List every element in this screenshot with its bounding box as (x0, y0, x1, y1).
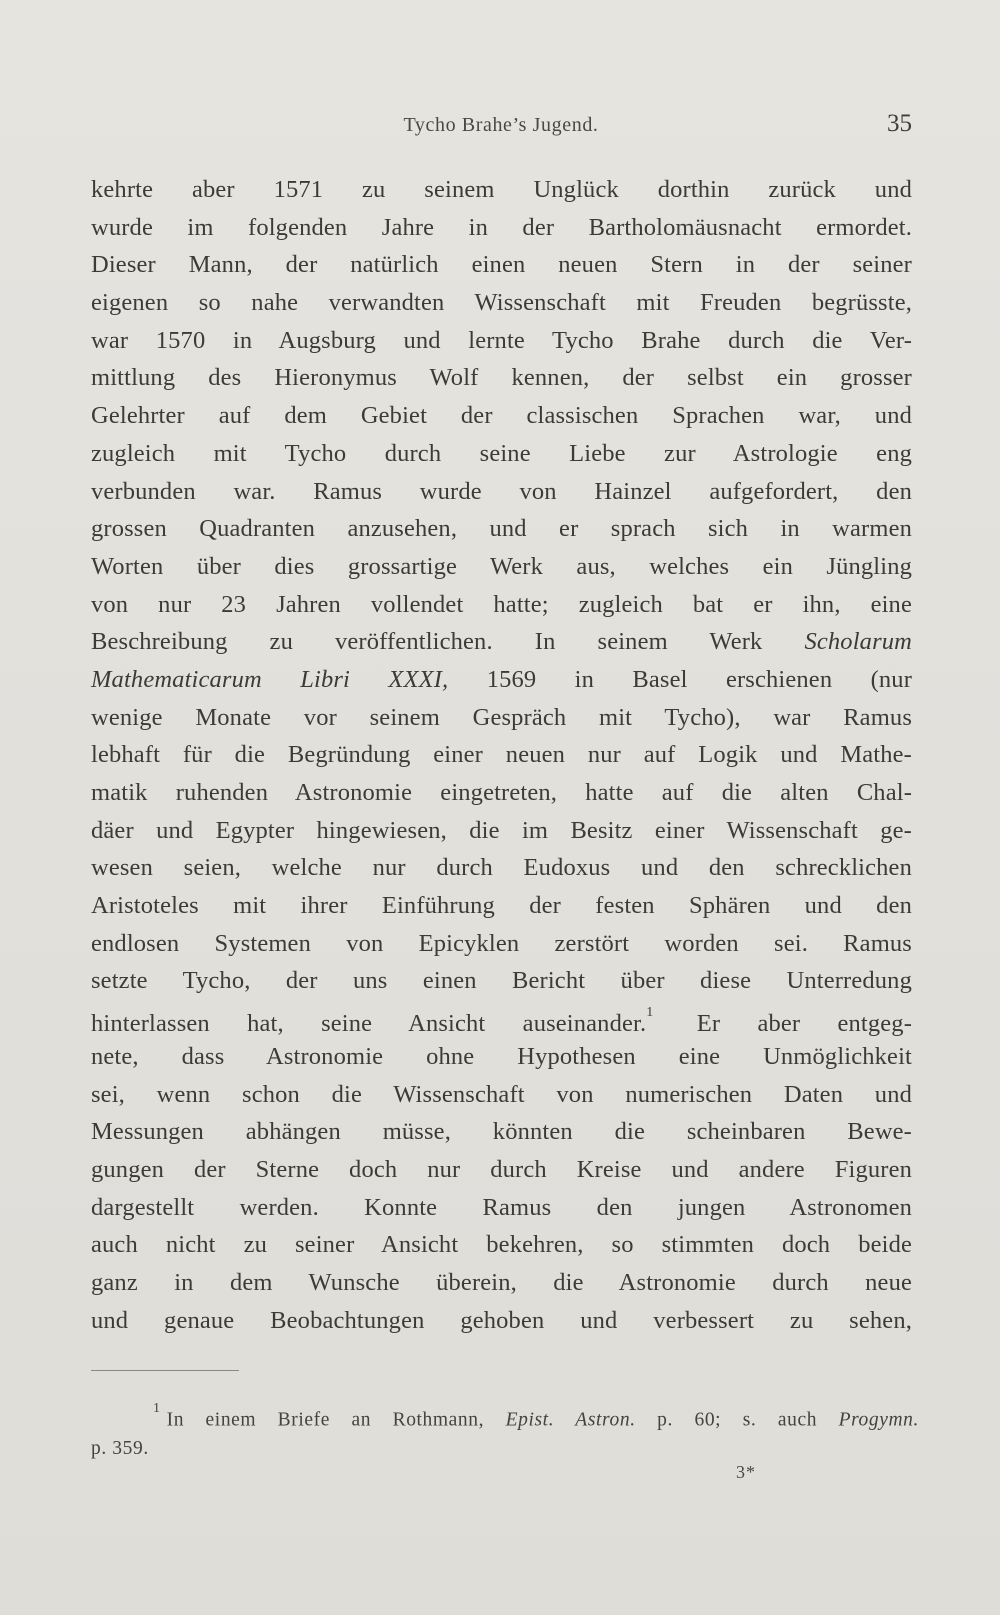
page-number: 35 (887, 110, 912, 137)
running-head (90, 108, 912, 144)
text-line: eigenen so nahe verwandten Wissenschaft mit Freuden begrüsste, (91, 289, 912, 317)
text-line: endlosen Systemen von Epicyklen zerstört worden sei. Ramus (91, 929, 912, 957)
footnote (91, 1398, 919, 1466)
footnote-line: p. 359. (91, 1438, 149, 1459)
text-line: lebhaft für die Begründung einer neuen nur auf Logik und Mathe- (91, 741, 912, 769)
footnote-line (91, 1398, 919, 1432)
footnote-marker: 1 (153, 1401, 161, 1416)
text-line: gungen der Sterne doch nur durch Kreise und andere Figuren (91, 1155, 912, 1183)
footnote-reference[interactable]: 1 (646, 1005, 654, 1021)
text-segment: 1569 in Basel erschienen (nur (486, 665, 913, 693)
text-line: verbunden war. Ramus wurde von Hainzel aufgefordert, den (91, 477, 912, 505)
text-line: däer und Egypter hingewiesen, die im Besitz einer Wissenschaft ge- (91, 816, 912, 844)
text-line: matik ruhenden Astronomie eingetreten, hatte auf die alten Chal- (91, 779, 912, 806)
text-line (91, 661, 912, 699)
text-line: Aristoteles mit ihrer Einführung der festen Sphären und den (91, 892, 912, 920)
text-line: sei, wenn schon die Wissenschaft von numerischen Daten und (91, 1080, 912, 1108)
italic-title: Scholarum (804, 628, 912, 656)
text-segment: Er aber entgeg- (696, 1010, 913, 1038)
text-segment: hinterlassen hat, seine Ansicht auseinander. (91, 1010, 647, 1038)
text-line: war 1570 in Augsburg und lernte Tycho Brahe durch die Ver- (91, 326, 912, 354)
text-line: von nur 23 Jahren vollendet hatte; zugleich bat er ihn, eine (91, 590, 912, 618)
text-line: Gelehrter auf dem Gebiet der classischen Sprachen war, und (91, 402, 912, 430)
text-line: zugleich mit Tycho durch seine Liebe zur Astrologie eng (91, 439, 912, 467)
text-line: wurde im folgenden Jahre in der Bartholomäusnacht ermordet. (91, 213, 912, 241)
text-line: Messungen abhängen müsse, könnten die scheinbaren Bewe- (91, 1118, 912, 1146)
italic-title: Mathematicarum Libri XXXI, (91, 665, 449, 693)
text-line: wesen seien, welche nur durch Eudoxus und den schrecklichen (91, 854, 912, 882)
footnote-text: p. 60; s. auch (657, 1409, 818, 1431)
footnote-italic: Progymn. (838, 1409, 920, 1431)
text-line: mittlung des Hieronymus Wolf kennen, der selbst ein grosser (91, 364, 912, 392)
text-line: kehrte aber 1571 zu seinem Unglück dorthin zurück und (91, 176, 912, 203)
text-line: nete, dass Astronomie ohne Hypothesen eine Unmöglichkeit (91, 1042, 912, 1070)
text-line: Dieser Mann, der natürlich einen neuen Stern in der seiner (91, 251, 912, 279)
running-title: Tycho Brahe’s Jugend. (403, 114, 599, 136)
text-line: grossen Quadranten anzusehen, und er sprach sich in warmen (91, 515, 912, 543)
footnote-divider (91, 1370, 239, 1371)
text-line (91, 623, 912, 661)
footnote-italic: Epist. Astron. (505, 1409, 636, 1431)
footnote-text: In einem Briefe an Rothmann, (166, 1409, 485, 1431)
text-segment: Beschreibung zu veröffentlichen. In seinem Werk (91, 628, 763, 656)
text-line (91, 1000, 912, 1038)
text-line: auch nicht zu seiner Ansicht bekehren, so stimmten doch beide (91, 1231, 912, 1259)
text-line: dargestellt werden. Konnte Ramus den jungen Astronomen (91, 1193, 912, 1221)
text-line: wenige Monate vor seinem Gespräch mit Tycho), war Ramus (91, 703, 912, 731)
text-line: Worten über dies grossartige Werk aus, welches ein Jüngling (91, 552, 912, 580)
text-line: setzte Tycho, der uns einen Bericht über diese Unterredung (91, 967, 912, 995)
body-text (91, 171, 912, 1339)
text-line: ganz in dem Wunsche überein, die Astronomie durch neue (91, 1268, 912, 1296)
signature-mark: 3* (736, 1462, 756, 1482)
text-line: und genaue Beobachtungen gehoben und verbessert zu sehen, (91, 1306, 912, 1334)
